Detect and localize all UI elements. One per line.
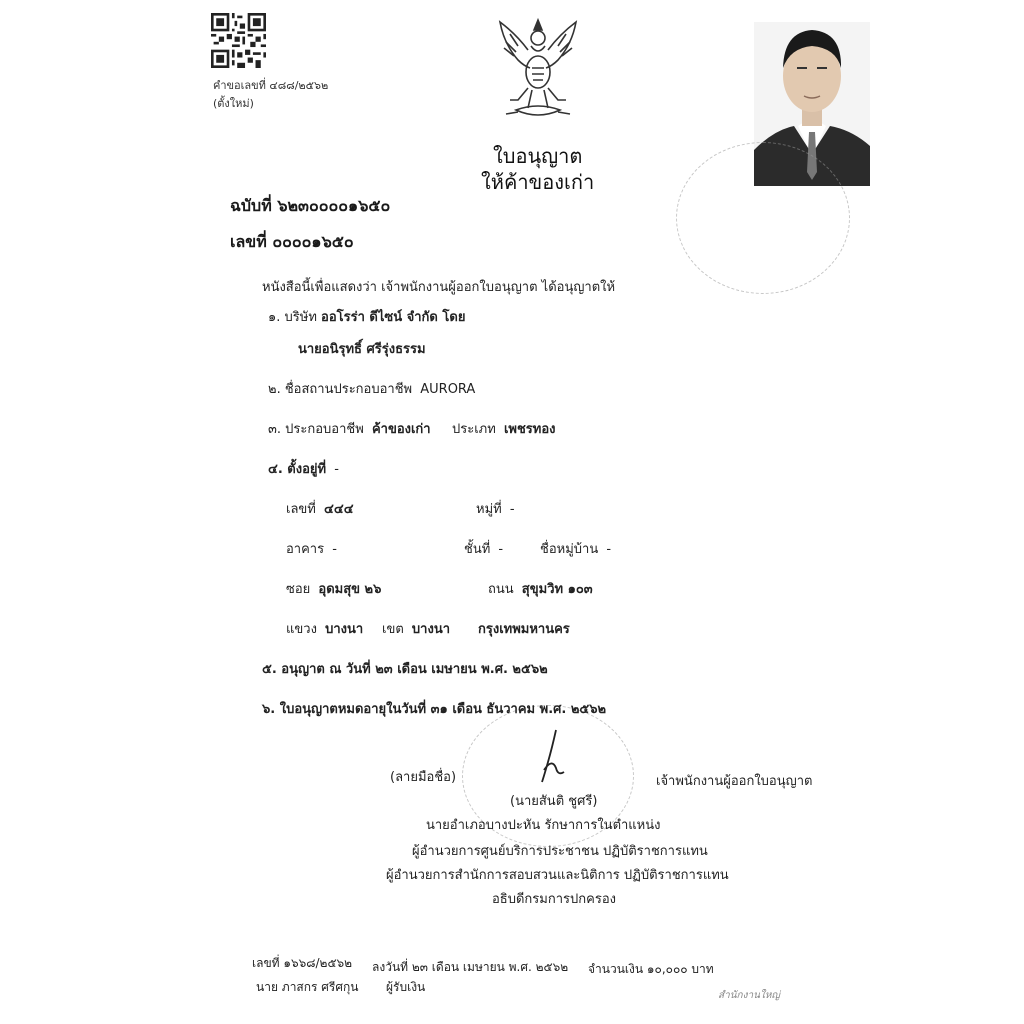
address-province: กรุงเทพมหานคร (478, 622, 570, 637)
issue-date: ๕. อนุญาต ณ วันที่ ๒๓ เดือน เมษายน พ.ศ. ๒๕๖๒ (262, 662, 548, 677)
official-seal (676, 142, 850, 294)
receiver-role: ผู้รับเงิน (386, 980, 426, 994)
fee-amount: จำนวนเงิน ๑๐,๐๐๐ บาท (588, 962, 714, 976)
copy-value: ๖๒๓๐๐๐๐๑๖๕๐ (277, 196, 391, 215)
address-village (540, 538, 611, 559)
type-label: ประเภท (452, 422, 496, 437)
copy-label: ฉบับที่ (230, 196, 272, 215)
road-label: ถนน (488, 582, 514, 597)
item4-label: ๔. ตั้งอยู่ที่ (268, 462, 327, 477)
item1-label: ๑. บริษัท (268, 310, 317, 325)
type-value: เพชรทอง (503, 422, 556, 437)
qr-code (211, 13, 266, 68)
request-note: (ตั้งใหม่) (213, 97, 254, 110)
floor-value: - (498, 542, 504, 557)
signer-position-3: ผู้อำนวยการสำนักการสอบสวนและนิติการ ปฏิบัติราชการแทน (386, 868, 729, 883)
soi-label: ซอย (286, 582, 311, 597)
signature-label: (ลายมือชื่อ) (390, 770, 457, 785)
handwritten-note: สำนักงานใหญ่ (718, 990, 780, 1001)
occupation-value: ค้าของเก่า (371, 422, 431, 437)
soi-value: อุดมสุข ๒๖ (318, 582, 382, 597)
signature (534, 728, 574, 784)
company-name: ออโรร่า ดีไซน์ จำกัด โดย (321, 310, 466, 325)
moo-value: - (509, 502, 515, 517)
item-company (268, 306, 465, 327)
district-label: เขต (382, 622, 404, 637)
subdistrict-value: บางนา (325, 622, 364, 637)
request-number: คำขอเลขที่ ๔๘๘/๒๕๖๒ (213, 79, 329, 92)
address-building (286, 538, 337, 559)
item-business-name (268, 378, 475, 399)
receipt-number: เลขที่ ๑๖๖๘/๒๕๖๒ (252, 956, 353, 970)
address-number-label: เลขที่ (286, 502, 316, 517)
issuing-officer-title: เจ้าพนักงานผู้ออกใบอนุญาต (656, 774, 813, 789)
item3-label: ๓. ประกอบอาชีพ (268, 422, 364, 437)
village-value: - (606, 542, 612, 557)
item2-label: ๒. ชื่อสถานประกอบอาชีพ (268, 382, 413, 397)
garuda-emblem (488, 16, 588, 124)
address-road (488, 578, 593, 599)
address-district (382, 618, 450, 639)
signer-name: (นายสันติ ชูศรี) (510, 794, 598, 809)
road-value: สุขุมวิท ๑๐๓ (521, 582, 593, 597)
floor-label: ชั้นที่ (464, 542, 491, 557)
address-soi (286, 578, 381, 599)
copy-number (230, 194, 390, 219)
item-location (268, 458, 339, 479)
number-label: เลขที่ (230, 232, 267, 251)
district-value: บางนา (411, 622, 451, 637)
document-title: ใบอนุญาต (493, 144, 583, 168)
address-subdistrict (286, 618, 363, 639)
receiver-name: นาย ภาสกร ศรีศกุน (256, 980, 359, 994)
address-number (286, 498, 354, 519)
item-occupation (268, 418, 431, 439)
license-number (230, 230, 354, 255)
building-label: อาคาร (286, 542, 325, 557)
address-floor (464, 538, 503, 559)
subdistrict-label: แขวง (286, 622, 317, 637)
intro-statement: หนังสือนี้เพื่อแสดงว่า เจ้าพนักงานผู้ออกใบอนุญาต ได้อนุญาตให้ (262, 280, 616, 295)
moo-label: หมู่ที่ (476, 502, 502, 517)
signer-position-1: นายอำเภอบางปะหัน รักษาการในตำแหน่ง (426, 818, 661, 833)
business-type (452, 418, 556, 439)
business-name: AURORA (420, 382, 476, 397)
expiry-date: ๖. ใบอนุญาตหมดอายุในวันที่ ๓๑ เดือน ธันวาคม พ.ศ. ๒๕๖๒ (262, 702, 607, 717)
address-moo (476, 498, 515, 519)
item4-value: - (334, 462, 339, 477)
number-value: ๐๐๐๐๑๖๕๐ (272, 232, 354, 251)
representative-name: นายอนิรุทธิ์ ศรีรุ่งธรรม (298, 342, 426, 357)
address-number-value: ๔๔๔ (324, 502, 354, 517)
signer-position-2: ผู้อำนวยการศูนย์บริการประชาชน ปฏิบัติราชการแทน (412, 844, 708, 859)
receipt-date: ลงวันที่ ๒๓ เดือน เมษายน พ.ศ. ๒๕๖๒ (372, 960, 569, 974)
village-label: ชื่อหมู่บ้าน (540, 542, 599, 557)
document-subtitle: ให้ค้าของเก่า (481, 170, 595, 194)
building-value: - (332, 542, 337, 557)
signer-position-4: อธิบดีกรมการปกครอง (492, 892, 616, 907)
